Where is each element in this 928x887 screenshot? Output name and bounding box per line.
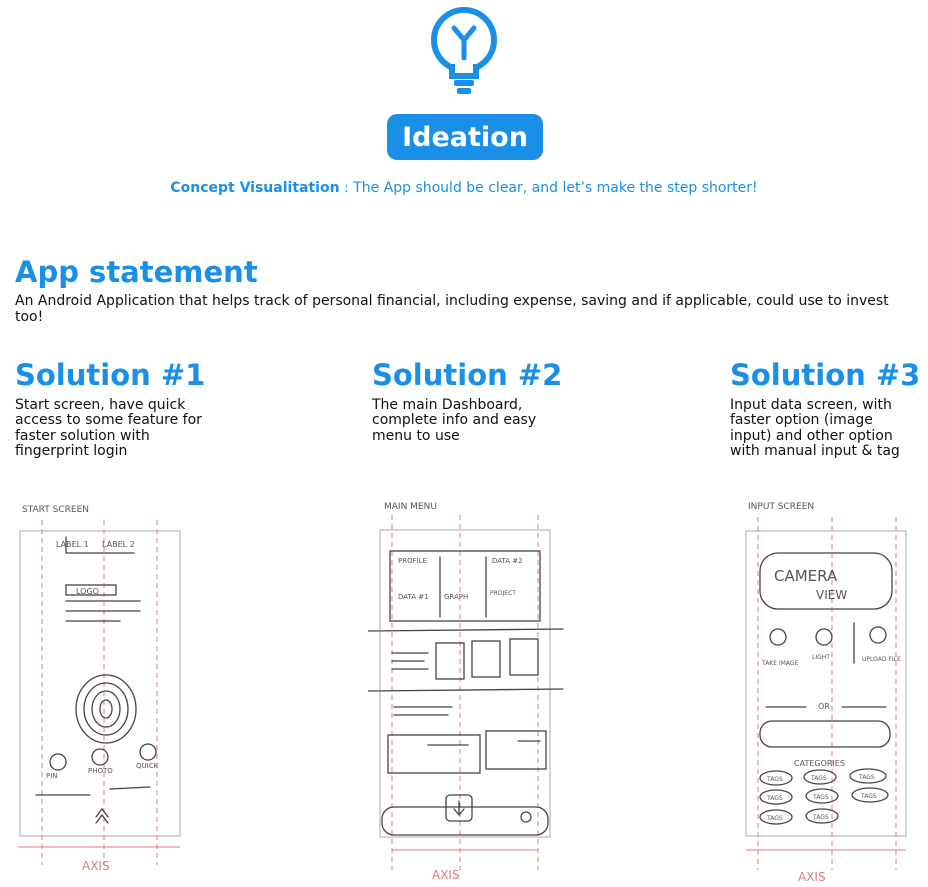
tag-chip: TAGS [811, 775, 827, 782]
quick-label: QUICK [136, 762, 159, 770]
label-2: LABEL 2 [102, 540, 135, 549]
tag-chip: TAGS [767, 815, 783, 822]
tag-chip: TAGS [767, 795, 783, 802]
sketch-caption: INPUT SCREEN [748, 502, 815, 512]
upload-file-label: UPLOAD FILE [862, 656, 901, 663]
photo-label: PHOTO [88, 767, 113, 775]
statement-text: An Android Application that helps track of personal financial, including expense, saving and if applicable, could use to invest too! [15, 293, 889, 325]
solution-2-title: Solution #2 [372, 358, 563, 392]
axis-label: AXIS [432, 868, 460, 882]
label-1: LABEL 1 [56, 540, 89, 549]
start-screen-sketch [10, 495, 190, 880]
pin-label: PIN [46, 772, 58, 780]
sketch-caption: START SCREEN [22, 505, 89, 515]
light-label: LIGHT [812, 654, 830, 661]
tag-chip: TAGS [861, 793, 877, 800]
solution-1-desc: Start screen, have quick access to some feature for faster solution with fingerprint login [15, 397, 202, 460]
data1-label: DATA #1 [398, 593, 429, 601]
tag-chip: TAGS [813, 814, 829, 821]
graph-label: GRAPH [444, 593, 469, 601]
camera-label: CAMERA [774, 567, 838, 585]
concept-label: Concept Visualitation [170, 180, 340, 196]
concept-text: : The App should be clear, and let’s make the step shorter! [339, 180, 758, 196]
tag-chip: TAGS [813, 794, 829, 801]
main-menu-sketch [368, 495, 568, 885]
tag-chip: TAGS [767, 776, 783, 783]
ideation-badge: Ideation [387, 114, 543, 160]
project-label: PROJECT [490, 590, 516, 597]
axis-label: AXIS [798, 870, 826, 884]
camera-view-label: VIEW [816, 588, 848, 602]
statement-title: App statement [15, 255, 258, 289]
input-screen-sketch [736, 495, 916, 885]
solution-3-desc: Input data screen, with faster option (image input) and other option with manual input & tag [730, 397, 900, 460]
data2-label: DATA #2 [492, 557, 523, 565]
solution-3-title: Solution #3 [730, 358, 921, 392]
take-image-label: TAKE IMAGE [762, 660, 799, 667]
axis-label: AXIS [82, 859, 110, 873]
lightbulb-icon [428, 6, 500, 98]
categories-label: CATEGORIES [794, 759, 845, 768]
solution-1-title: Solution #1 [15, 358, 206, 392]
concept-line [0, 180, 928, 196]
profile-label: PROFILE [398, 557, 428, 565]
solution-2-desc: The main Dashboard, complete info and easy menu to use [372, 397, 537, 444]
logo-label: LOGO [76, 587, 99, 596]
sketch-caption: MAIN MENU [384, 502, 437, 512]
tag-chip: TAGS [859, 774, 875, 781]
or-label: OR [818, 702, 830, 711]
